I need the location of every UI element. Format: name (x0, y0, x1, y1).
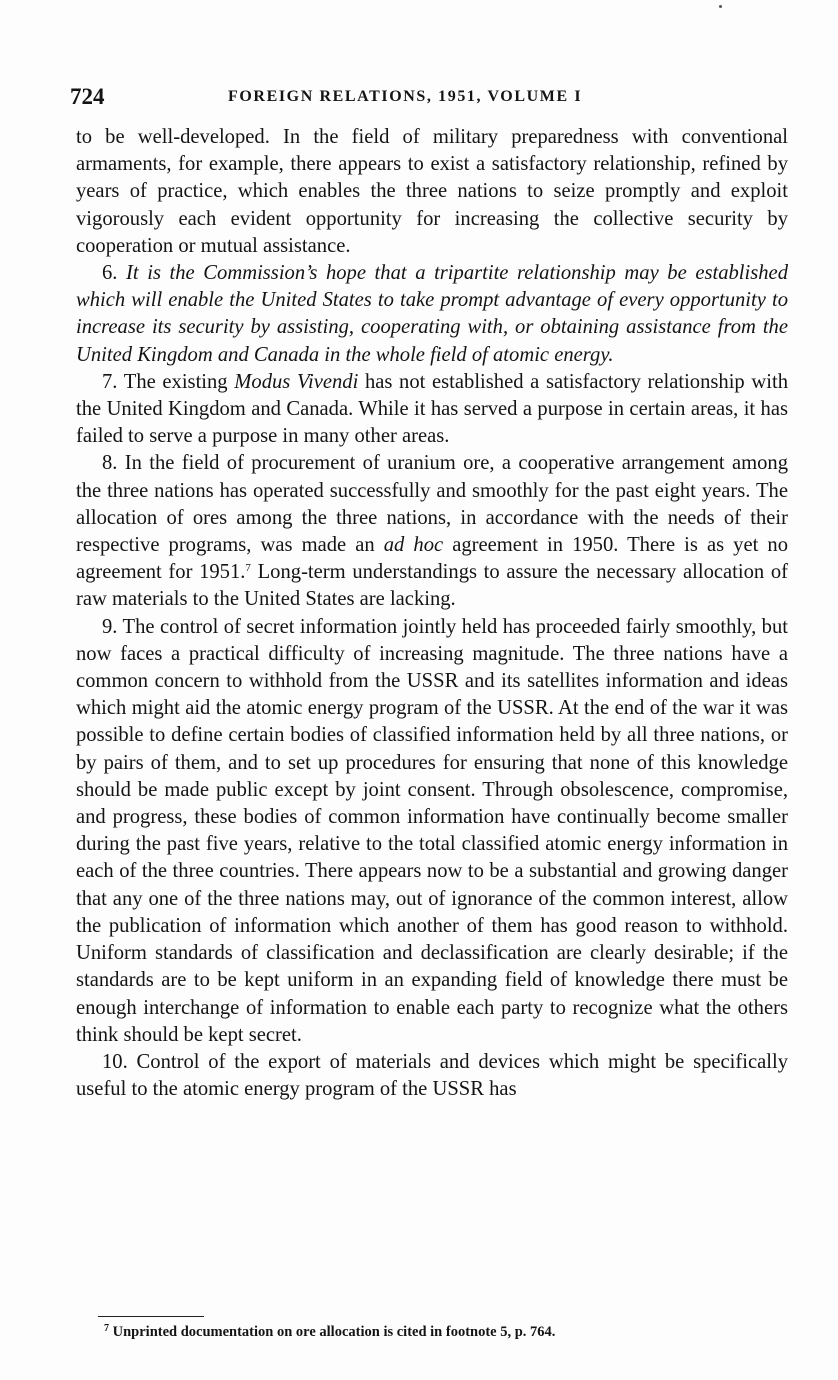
italic-term: ad hoc (383, 534, 444, 557)
paragraph-10 (76, 1049, 788, 1103)
footnote (104, 1324, 784, 1341)
paragraph-text: Control of the export of materials and devices which might be specifically useful to the atomic energy program of the USSR has (76, 1050, 788, 1101)
paragraph-text: The control of secret information jointly held has proceeded fairly smoothly, but now faces a practical difficulty of increasing magnitude. The three nations have a common concern to withhold from the USSR and its satellites information and ideas which might aid the atomic energy program of the USSR. At the end of the war it was possible to define certain bodies of classified information held by all three nations, or by pairs of them, and to set up procedures for ensuring that none of this knowledge should be made public except by joint consent. Through obsolescence, compromise, and progress, these bodies of common information have continually become smaller during the past five years, relative to the total classified atomic energy information in each of the three countries. There appears now to be a substantial and growing danger that any one of the three nations may, out of ignorance of the common interest, allow the publication of information which another of them has good reason to withhold. Uniform standards of classification and declassification are clearly desirable; if the standards are to be kept uniform in an expanding field of knowledge there must be enough interchange of information to enable each party to recognize what the others think should be kept secret. (76, 615, 788, 1046)
paragraph-7 (76, 369, 788, 451)
page-header (70, 84, 790, 114)
footnote-reference[interactable]: 7 (245, 562, 251, 575)
paragraph-8 (76, 450, 788, 613)
paragraph-number: 10. (102, 1050, 128, 1073)
paragraph-number: 9. (102, 615, 118, 638)
page-number: 724 (70, 84, 105, 109)
paragraph-text-before: In the field of procurement of uranium ore, a cooperative arrangement among the three nations has operated successfully and smoothly for the past eight years. The allocation of ores among the three nations, in accordance with the needs of their respective programs, was made an (76, 452, 788, 557)
paragraph-number: 8. (102, 452, 118, 475)
italic-term: Modus Vivendi (234, 370, 359, 393)
footnote-marker: 7 (104, 1323, 109, 1334)
body-text (76, 124, 788, 1103)
paragraph-number: 6. (102, 262, 118, 285)
paragraph-text-middle: agreement in 1950. There is as yet no agreement for 1951. (76, 534, 788, 584)
paragraph-text: It is the Commission’s hope that a tripartite relationship may be established which will enable the United States to take prompt advantage of every opportunity to increase its security by assisting, cooperating with, or obtaining assistance from the United Kingdom and Canada in the whole field of atomic energy. (76, 262, 788, 366)
footnote-divider (98, 1316, 204, 1317)
paragraph-text-after: has not established a satisfactory relationship with the United Kingdom and Canada. While it has served a purpose in certain areas, it has failed to serve a purpose in many other areas. (76, 370, 788, 448)
paragraph-continued (76, 124, 788, 260)
footnote-text: Unprinted documentation on ore allocation is cited in footnote 5, p. 764. (112, 1324, 556, 1340)
paragraph-text-before: The existing (123, 370, 228, 393)
paragraph-text: to be well-developed. In the field of military preparedness with conventional armaments, for example, there appears to exist a satisfactory relationship, refined by years of practice, which enables the three nations to seize promptly and exploit vigorously each evident opportunity for increasing the collective security by cooperation or mutual assistance. (76, 126, 788, 257)
scan-speck (719, 5, 722, 8)
paragraph-6 (76, 260, 788, 369)
running-head: FOREIGN RELATIONS, 1951, VOLUME I (228, 88, 583, 105)
paragraph-9 (76, 614, 788, 1049)
paragraph-number: 7. (102, 370, 118, 393)
paragraph-text-after: Long-term understandings to assure the necessary allocation of raw materials to the United States are lacking. (76, 561, 788, 611)
